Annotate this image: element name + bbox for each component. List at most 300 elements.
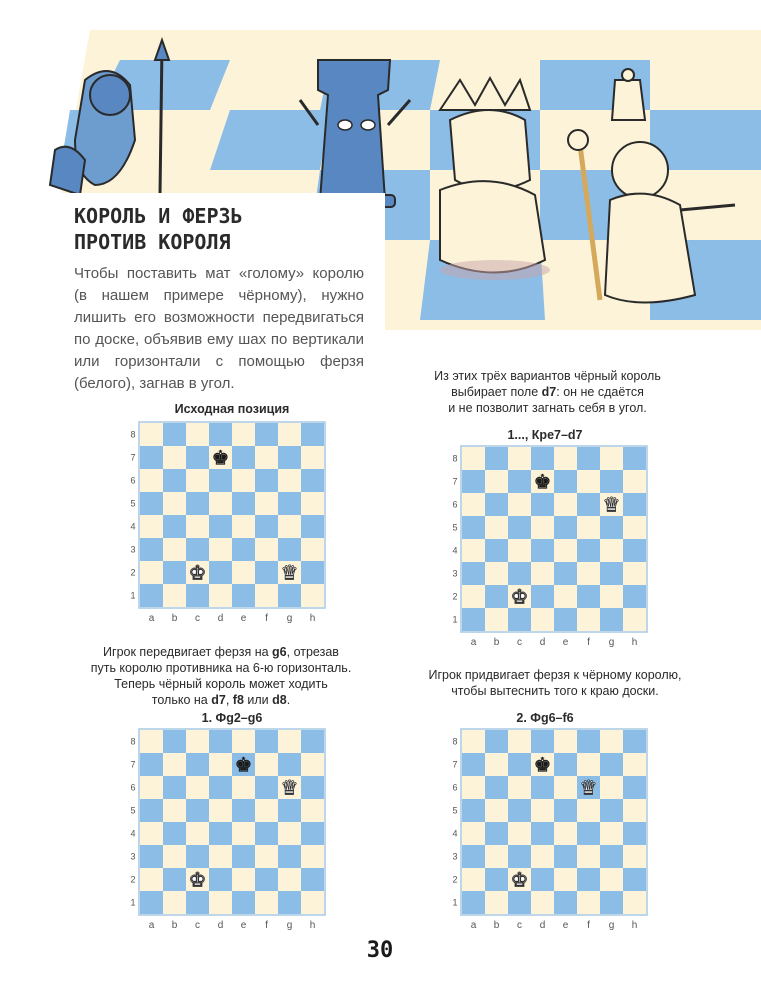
square-h8 bbox=[301, 423, 324, 446]
square-e2 bbox=[232, 868, 255, 891]
board-2-caption: 1..., Кре7–d7 bbox=[507, 428, 583, 442]
square-e2 bbox=[554, 868, 577, 891]
rank-label-3: 3 bbox=[452, 568, 458, 579]
rank-label-8: 8 bbox=[452, 453, 458, 464]
square-g7 bbox=[600, 470, 623, 493]
rank-label-5: 5 bbox=[452, 522, 458, 533]
rank-label-6: 6 bbox=[452, 499, 458, 510]
square-d6 bbox=[209, 776, 232, 799]
square-d6 bbox=[209, 469, 232, 492]
square-h8 bbox=[301, 730, 324, 753]
square-a1 bbox=[140, 584, 163, 607]
rank-label-7: 7 bbox=[452, 476, 458, 487]
square-e5 bbox=[232, 492, 255, 515]
square-f4 bbox=[577, 822, 600, 845]
square-e1 bbox=[232, 891, 255, 914]
square-e4 bbox=[554, 539, 577, 562]
square-d6 bbox=[531, 776, 554, 799]
square-a5 bbox=[140, 492, 163, 515]
square-h3 bbox=[301, 845, 324, 868]
square-b4 bbox=[485, 539, 508, 562]
square-e6 bbox=[554, 776, 577, 799]
square-e8 bbox=[232, 730, 255, 753]
square-f4 bbox=[255, 515, 278, 538]
square-b6 bbox=[485, 493, 508, 516]
square-f4 bbox=[577, 539, 600, 562]
rank-label-3: 3 bbox=[452, 851, 458, 862]
white-king-icon: ♚ bbox=[510, 584, 529, 609]
square-e2 bbox=[232, 561, 255, 584]
square-f4 bbox=[255, 822, 278, 845]
black-king-icon: ♚ bbox=[234, 752, 253, 777]
square-d3 bbox=[531, 845, 554, 868]
file-label-a: a bbox=[470, 920, 477, 931]
square-a5 bbox=[140, 799, 163, 822]
square-g5 bbox=[600, 516, 623, 539]
square-b5 bbox=[163, 799, 186, 822]
file-label-c: c bbox=[517, 920, 522, 931]
square-a2 bbox=[140, 561, 163, 584]
square-h8 bbox=[623, 447, 646, 470]
square-b5 bbox=[485, 799, 508, 822]
square-c4 bbox=[508, 539, 531, 562]
rank-label-2: 2 bbox=[130, 567, 136, 578]
square-f6 bbox=[577, 493, 600, 516]
square-a3 bbox=[140, 845, 163, 868]
chess-board-4 bbox=[452, 730, 646, 931]
square-b8 bbox=[485, 447, 508, 470]
rank-label-8: 8 bbox=[130, 736, 136, 747]
square-g2 bbox=[600, 868, 623, 891]
square-c7 bbox=[508, 753, 531, 776]
black-king-icon: ♚ bbox=[211, 445, 230, 470]
square-e3 bbox=[232, 538, 255, 561]
note-variants bbox=[415, 368, 680, 416]
white-king-icon: ♚ bbox=[188, 867, 207, 892]
square-b7 bbox=[163, 753, 186, 776]
rank-label-4: 4 bbox=[130, 521, 136, 532]
square-h4 bbox=[301, 822, 324, 845]
square-f7 bbox=[255, 753, 278, 776]
square-h5 bbox=[301, 492, 324, 515]
square-b2 bbox=[485, 868, 508, 891]
square-f1 bbox=[255, 584, 278, 607]
square-b3 bbox=[485, 845, 508, 868]
square-a2 bbox=[462, 585, 485, 608]
square-d4 bbox=[209, 822, 232, 845]
square-f7 bbox=[577, 753, 600, 776]
square-g6 bbox=[278, 469, 301, 492]
file-label-b: b bbox=[171, 613, 178, 624]
square-a4 bbox=[462, 822, 485, 845]
file-label-b: b bbox=[493, 920, 500, 931]
square-f8 bbox=[577, 447, 600, 470]
square-g4 bbox=[278, 515, 301, 538]
square-g7 bbox=[600, 753, 623, 776]
square-c6 bbox=[186, 469, 209, 492]
square-f7 bbox=[577, 470, 600, 493]
rank-label-1: 1 bbox=[452, 897, 458, 908]
square-c7 bbox=[186, 753, 209, 776]
square-g8 bbox=[600, 447, 623, 470]
square-a1 bbox=[462, 608, 485, 631]
square-b1 bbox=[485, 608, 508, 631]
square-h7 bbox=[623, 753, 646, 776]
square-c5 bbox=[508, 516, 531, 539]
square-e3 bbox=[232, 845, 255, 868]
square-h5 bbox=[301, 799, 324, 822]
square-g5 bbox=[278, 799, 301, 822]
square-h4 bbox=[623, 822, 646, 845]
file-label-e: e bbox=[240, 613, 247, 624]
square-g8 bbox=[278, 423, 301, 446]
square-f3 bbox=[255, 538, 278, 561]
square-h6 bbox=[623, 493, 646, 516]
square-h5 bbox=[623, 516, 646, 539]
square-a7 bbox=[140, 446, 163, 469]
square-a4 bbox=[140, 822, 163, 845]
square-e3 bbox=[554, 845, 577, 868]
square-g5 bbox=[600, 799, 623, 822]
square-c1 bbox=[186, 584, 209, 607]
file-label-a: a bbox=[470, 637, 477, 648]
file-label-c: c bbox=[195, 920, 200, 931]
square-d4 bbox=[531, 539, 554, 562]
square-a7 bbox=[462, 753, 485, 776]
note-variants-line-2: выбирает поле d7: он не сдаётся bbox=[451, 385, 644, 399]
file-label-d: d bbox=[539, 637, 546, 648]
rank-label-7: 7 bbox=[452, 759, 458, 770]
square-g2 bbox=[278, 868, 301, 891]
square-g3 bbox=[278, 845, 301, 868]
white-queen-icon: ♛ bbox=[579, 775, 598, 800]
square-a3 bbox=[140, 538, 163, 561]
square-b1 bbox=[163, 891, 186, 914]
square-b5 bbox=[163, 492, 186, 515]
square-b5 bbox=[485, 516, 508, 539]
square-d8 bbox=[531, 730, 554, 753]
square-g7 bbox=[278, 446, 301, 469]
square-a4 bbox=[462, 539, 485, 562]
file-label-c: c bbox=[517, 637, 522, 648]
square-b4 bbox=[163, 822, 186, 845]
square-d2 bbox=[209, 868, 232, 891]
square-f5 bbox=[577, 516, 600, 539]
square-a6 bbox=[140, 776, 163, 799]
rank-label-2: 2 bbox=[452, 591, 458, 602]
square-c7 bbox=[508, 470, 531, 493]
square-c3 bbox=[508, 562, 531, 585]
file-label-h: h bbox=[309, 613, 316, 624]
square-f3 bbox=[255, 845, 278, 868]
square-c1 bbox=[186, 891, 209, 914]
square-a7 bbox=[140, 753, 163, 776]
square-c8 bbox=[508, 730, 531, 753]
square-a8 bbox=[140, 423, 163, 446]
square-f5 bbox=[255, 492, 278, 515]
square-b1 bbox=[485, 891, 508, 914]
square-c3 bbox=[508, 845, 531, 868]
square-g3 bbox=[600, 562, 623, 585]
square-c5 bbox=[508, 799, 531, 822]
square-a5 bbox=[462, 516, 485, 539]
square-d2 bbox=[209, 561, 232, 584]
square-h2 bbox=[301, 561, 324, 584]
square-h4 bbox=[301, 515, 324, 538]
page-title-line-2: ПРОТИВ КОРОЛЯ bbox=[74, 230, 231, 254]
square-f6 bbox=[255, 776, 278, 799]
square-e6 bbox=[232, 469, 255, 492]
square-e2 bbox=[554, 585, 577, 608]
square-c6 bbox=[186, 776, 209, 799]
square-h2 bbox=[623, 868, 646, 891]
white-queen-icon: ♛ bbox=[602, 492, 621, 517]
board-grid bbox=[130, 730, 324, 931]
white-queen-icon: ♛ bbox=[280, 775, 299, 800]
square-b4 bbox=[163, 515, 186, 538]
square-h1 bbox=[301, 584, 324, 607]
square-c7 bbox=[186, 446, 209, 469]
square-h3 bbox=[301, 538, 324, 561]
file-label-a: a bbox=[148, 920, 155, 931]
rank-label-6: 6 bbox=[452, 782, 458, 793]
square-h2 bbox=[301, 868, 324, 891]
rank-label-8: 8 bbox=[452, 736, 458, 747]
rank-label-1: 1 bbox=[130, 897, 136, 908]
board-1-caption: Исходная позиция bbox=[174, 402, 290, 416]
square-h7 bbox=[623, 470, 646, 493]
rank-label-1: 1 bbox=[130, 590, 136, 601]
square-g1 bbox=[600, 608, 623, 631]
square-h4 bbox=[623, 539, 646, 562]
square-d1 bbox=[209, 584, 232, 607]
square-b3 bbox=[485, 562, 508, 585]
square-b1 bbox=[163, 584, 186, 607]
square-g6 bbox=[600, 776, 623, 799]
square-g3 bbox=[278, 538, 301, 561]
square-b2 bbox=[163, 561, 186, 584]
square-b6 bbox=[485, 776, 508, 799]
square-d1 bbox=[209, 891, 232, 914]
square-b8 bbox=[163, 730, 186, 753]
square-h6 bbox=[623, 776, 646, 799]
square-b3 bbox=[163, 845, 186, 868]
square-a6 bbox=[462, 776, 485, 799]
square-h1 bbox=[301, 891, 324, 914]
square-h7 bbox=[301, 446, 324, 469]
square-a6 bbox=[462, 493, 485, 516]
board-3-caption: 1. Фg2–g6 bbox=[201, 711, 263, 725]
square-e7 bbox=[554, 470, 577, 493]
square-d2 bbox=[531, 585, 554, 608]
file-label-g: g bbox=[608, 920, 615, 931]
square-g2 bbox=[600, 585, 623, 608]
square-g4 bbox=[600, 822, 623, 845]
rank-label-4: 4 bbox=[452, 828, 458, 839]
board-grid bbox=[452, 730, 646, 931]
rank-label-7: 7 bbox=[130, 452, 136, 463]
square-f2 bbox=[577, 868, 600, 891]
square-d4 bbox=[531, 822, 554, 845]
square-c5 bbox=[186, 799, 209, 822]
square-h1 bbox=[623, 891, 646, 914]
square-f7 bbox=[255, 446, 278, 469]
chess-board-1 bbox=[130, 423, 324, 624]
file-label-d: d bbox=[217, 920, 224, 931]
square-d4 bbox=[209, 515, 232, 538]
square-c4 bbox=[508, 822, 531, 845]
file-label-c: c bbox=[195, 613, 200, 624]
file-label-b: b bbox=[171, 920, 178, 931]
rank-label-8: 8 bbox=[130, 429, 136, 440]
rank-label-7: 7 bbox=[130, 759, 136, 770]
square-e4 bbox=[232, 515, 255, 538]
square-b3 bbox=[163, 538, 186, 561]
square-a1 bbox=[462, 891, 485, 914]
square-f8 bbox=[255, 730, 278, 753]
file-label-e: e bbox=[240, 920, 247, 931]
square-d1 bbox=[531, 891, 554, 914]
square-h2 bbox=[623, 585, 646, 608]
square-b2 bbox=[485, 585, 508, 608]
square-b6 bbox=[163, 776, 186, 799]
square-h7 bbox=[301, 753, 324, 776]
square-h3 bbox=[623, 562, 646, 585]
file-label-b: b bbox=[493, 637, 500, 648]
page-title-line-1: КОРОЛЬ И ФЕРЗЬ bbox=[74, 204, 243, 228]
square-a8 bbox=[462, 447, 485, 470]
white-queen-icon: ♛ bbox=[280, 560, 299, 585]
square-g1 bbox=[278, 584, 301, 607]
square-d6 bbox=[531, 493, 554, 516]
square-c8 bbox=[186, 423, 209, 446]
square-g1 bbox=[278, 891, 301, 914]
square-g8 bbox=[278, 730, 301, 753]
square-f2 bbox=[577, 585, 600, 608]
note-queen-to-g6: Игрок передвигает ферзя на g6, отрезав путь королю противника на 6-ю горизонталь. Теперь чёрный король может ходить только на d7, f8 или d8. bbox=[90, 645, 352, 707]
square-c6 bbox=[508, 493, 531, 516]
square-h1 bbox=[623, 608, 646, 631]
page-title bbox=[74, 203, 243, 255]
square-e1 bbox=[554, 891, 577, 914]
square-d2 bbox=[531, 868, 554, 891]
rank-label-5: 5 bbox=[130, 805, 136, 816]
square-d5 bbox=[531, 516, 554, 539]
square-h5 bbox=[623, 799, 646, 822]
square-e6 bbox=[554, 493, 577, 516]
square-e8 bbox=[554, 730, 577, 753]
square-b2 bbox=[163, 868, 186, 891]
square-d7 bbox=[209, 753, 232, 776]
square-e3 bbox=[554, 562, 577, 585]
square-b4 bbox=[485, 822, 508, 845]
square-d8 bbox=[209, 730, 232, 753]
square-c3 bbox=[186, 538, 209, 561]
square-e5 bbox=[554, 799, 577, 822]
file-label-g: g bbox=[286, 613, 293, 624]
square-e4 bbox=[554, 822, 577, 845]
file-label-e: e bbox=[562, 920, 569, 931]
rank-label-2: 2 bbox=[452, 874, 458, 885]
square-c6 bbox=[508, 776, 531, 799]
note-queen-approach: Игрок придвигает ферзя к чёрному королю, чтобы вытеснить того к краю доски. bbox=[428, 668, 682, 698]
square-h8 bbox=[623, 730, 646, 753]
square-g1 bbox=[600, 891, 623, 914]
square-h3 bbox=[623, 845, 646, 868]
file-label-e: e bbox=[562, 637, 569, 648]
rank-label-4: 4 bbox=[130, 828, 136, 839]
square-g4 bbox=[600, 539, 623, 562]
square-b8 bbox=[163, 423, 186, 446]
file-label-f: f bbox=[265, 613, 268, 624]
square-c5 bbox=[186, 492, 209, 515]
square-g3 bbox=[600, 845, 623, 868]
black-king-icon: ♚ bbox=[533, 469, 552, 494]
square-a3 bbox=[462, 845, 485, 868]
square-b7 bbox=[485, 470, 508, 493]
square-e7 bbox=[554, 753, 577, 776]
square-f1 bbox=[577, 891, 600, 914]
square-e1 bbox=[554, 608, 577, 631]
file-label-f: f bbox=[587, 637, 590, 648]
square-e8 bbox=[554, 447, 577, 470]
square-a8 bbox=[462, 730, 485, 753]
square-f2 bbox=[255, 868, 278, 891]
square-g4 bbox=[278, 822, 301, 845]
file-label-a: a bbox=[148, 613, 155, 624]
square-g7 bbox=[278, 753, 301, 776]
file-label-g: g bbox=[608, 637, 615, 648]
square-f1 bbox=[255, 891, 278, 914]
file-label-h: h bbox=[631, 920, 638, 931]
square-d5 bbox=[531, 799, 554, 822]
square-a4 bbox=[140, 515, 163, 538]
square-f6 bbox=[255, 469, 278, 492]
square-f3 bbox=[577, 562, 600, 585]
square-c1 bbox=[508, 891, 531, 914]
square-f5 bbox=[255, 799, 278, 822]
square-g8 bbox=[600, 730, 623, 753]
square-e1 bbox=[232, 584, 255, 607]
square-d3 bbox=[531, 562, 554, 585]
square-d8 bbox=[531, 447, 554, 470]
rank-label-3: 3 bbox=[130, 544, 136, 555]
rank-label-3: 3 bbox=[130, 851, 136, 862]
square-c8 bbox=[508, 447, 531, 470]
rank-label-1: 1 bbox=[452, 614, 458, 625]
white-king-icon: ♚ bbox=[188, 560, 207, 585]
square-b7 bbox=[163, 446, 186, 469]
note-variants-line-3: и не позволит загнать себя в угол. bbox=[448, 401, 647, 415]
square-a2 bbox=[140, 868, 163, 891]
square-e7 bbox=[232, 446, 255, 469]
board-grid bbox=[130, 423, 324, 624]
square-e8 bbox=[232, 423, 255, 446]
file-label-d: d bbox=[539, 920, 546, 931]
intro-paragraph: Чтобы поставить мат «голому» королю (в нашем примере чёрному), нужно лишить его возможности передвигаться по доске, объявив ему шах по вертикали или горизонтали с помощью ферзя (белого), загнав в угол. bbox=[74, 265, 364, 392]
note-variants-line-1: Из этих трёх вариантов чёрный король bbox=[434, 369, 661, 383]
square-h6 bbox=[301, 776, 324, 799]
rank-label-5: 5 bbox=[130, 498, 136, 509]
square-e5 bbox=[232, 799, 255, 822]
square-d3 bbox=[209, 538, 232, 561]
square-c8 bbox=[186, 730, 209, 753]
square-b7 bbox=[485, 753, 508, 776]
square-f3 bbox=[577, 845, 600, 868]
square-d1 bbox=[531, 608, 554, 631]
square-h6 bbox=[301, 469, 324, 492]
square-c1 bbox=[508, 608, 531, 631]
